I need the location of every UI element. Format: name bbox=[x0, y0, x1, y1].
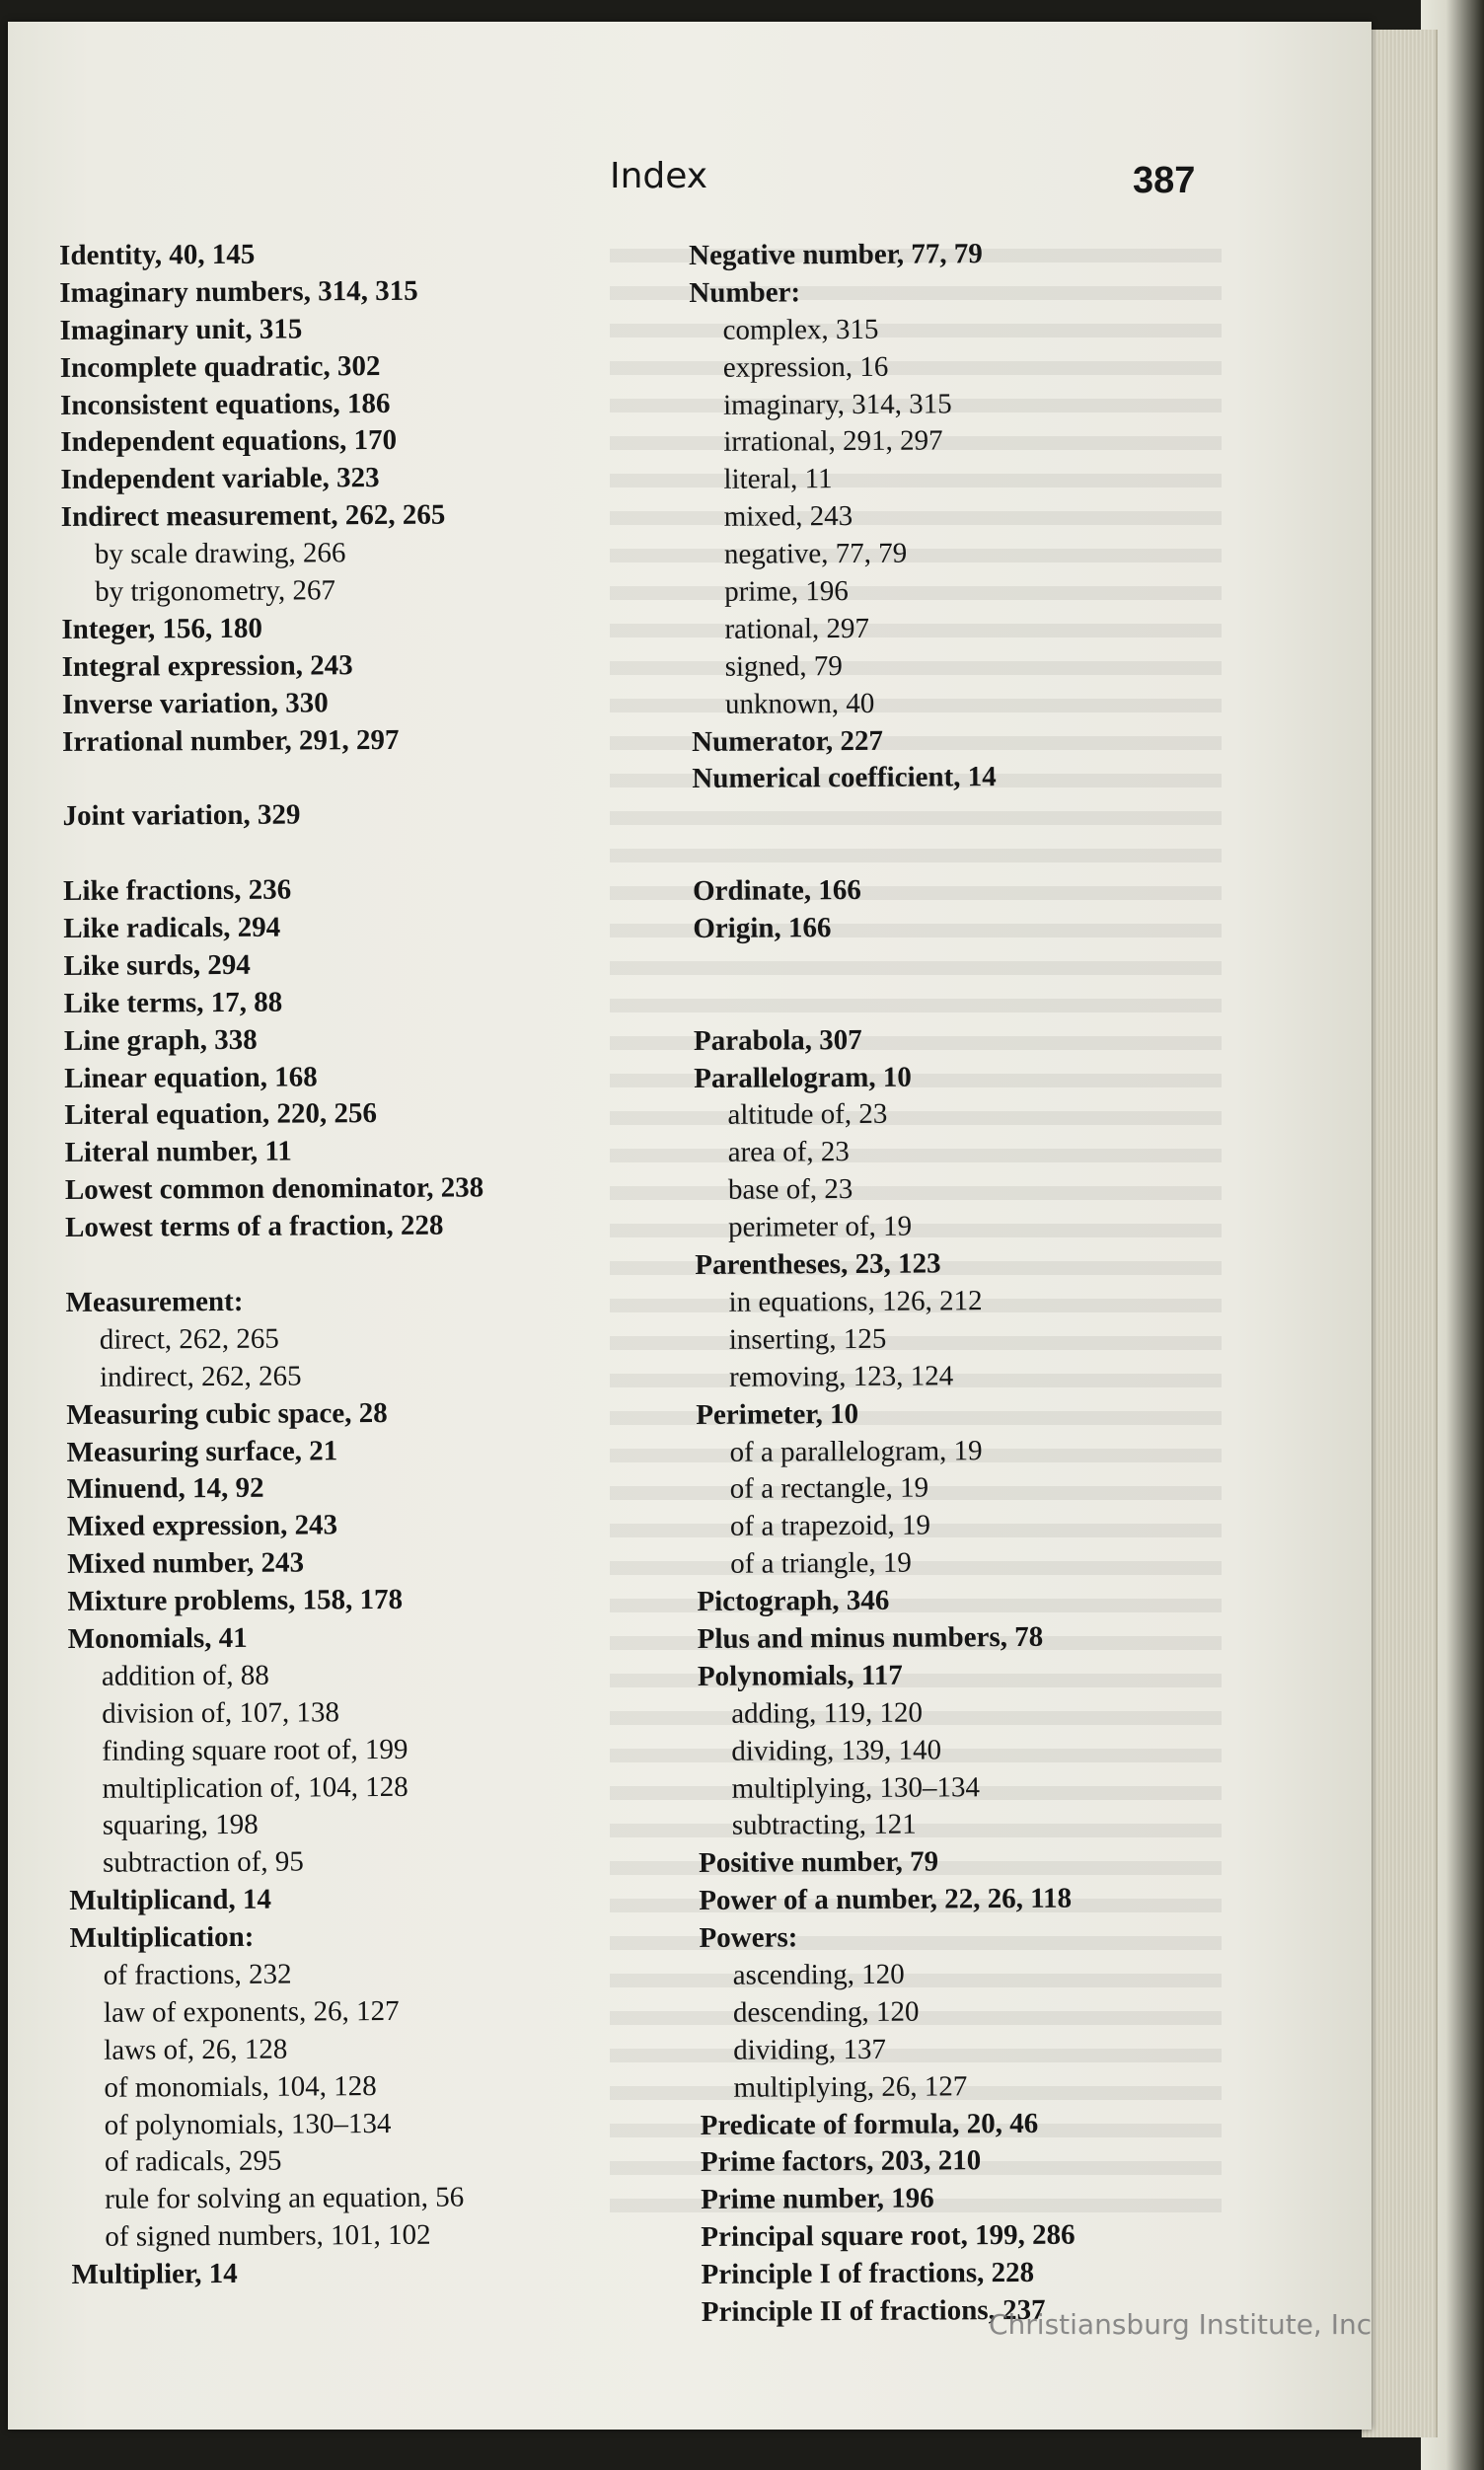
index-subentry: irrational, 291, 297 bbox=[723, 424, 943, 459]
index-entry: Irrational number, 291, 297 bbox=[62, 723, 400, 758]
index-entry: Imaginary unit, 315 bbox=[59, 313, 303, 346]
index-subentry: rational, 297 bbox=[724, 612, 870, 645]
index-entry: Multiplication: bbox=[69, 1920, 255, 1955]
index-subentry: ascending, 120 bbox=[732, 1958, 905, 1991]
index-entry: Literal equation, 220, 256 bbox=[64, 1097, 378, 1132]
index-entry: Identity, 40, 145 bbox=[59, 238, 256, 271]
index-entry: Integral expression, 243 bbox=[61, 648, 353, 683]
index-entry: Measuring cubic space, 28 bbox=[66, 1396, 388, 1431]
index-subentry: mixed, 243 bbox=[723, 500, 853, 534]
index-entry: Number: bbox=[689, 276, 801, 309]
index-subentry: multiplication of, 104, 128 bbox=[102, 1770, 408, 1805]
index-entry: Pictograph, 346 bbox=[697, 1584, 890, 1618]
index-column-right bbox=[689, 236, 1076, 2332]
index-subentry: negative, 77, 79 bbox=[723, 537, 908, 570]
index-subentry: prime, 196 bbox=[724, 575, 849, 608]
index-entry: Parentheses, 23, 123 bbox=[695, 1247, 941, 1282]
index-subentry: literal, 11 bbox=[723, 463, 833, 496]
index-subentry: base of, 23 bbox=[727, 1173, 853, 1207]
index-subentry: of a trapezoid, 19 bbox=[729, 1509, 930, 1543]
index-subentry: division of, 107, 138 bbox=[102, 1696, 340, 1730]
index-entry: Linear equation, 168 bbox=[64, 1061, 318, 1094]
index-entry: Minuend, 14, 92 bbox=[66, 1472, 264, 1506]
index-entry: Numerator, 227 bbox=[692, 724, 884, 758]
index-entry: Predicate of formula, 20, 46 bbox=[700, 2107, 1039, 2141]
index-subentry: perimeter of, 19 bbox=[728, 1210, 913, 1243]
index-spacer bbox=[694, 983, 1068, 1022]
index-entry: Line graph, 338 bbox=[63, 1023, 258, 1057]
index-entry: Principle I of fractions, 228 bbox=[701, 2256, 1035, 2291]
index-subentry: of a triangle, 19 bbox=[730, 1546, 912, 1580]
index-subentry: addition of, 88 bbox=[101, 1659, 269, 1692]
index-subentry: subtraction of, 95 bbox=[102, 1845, 304, 1880]
index-subentry: multiplying, 130–134 bbox=[731, 1770, 981, 1805]
index-entry: Independent equations, 170 bbox=[60, 424, 398, 459]
index-entry: Independent variable, 323 bbox=[60, 462, 380, 496]
index-spacer bbox=[693, 834, 1067, 873]
index-entry: Measuring surface, 21 bbox=[66, 1434, 338, 1468]
index-subentry: rule for solving an equation, 56 bbox=[105, 2181, 465, 2216]
index-entry: Measurement: bbox=[65, 1285, 244, 1318]
index-subentry: dividing, 137 bbox=[733, 2033, 886, 2066]
index-subentry: of radicals, 295 bbox=[104, 2145, 282, 2179]
index-spacer bbox=[692, 796, 1066, 836]
watermark: Christiansburg Institute, Inc bbox=[989, 2308, 1373, 2341]
index-subentry: altitude of, 23 bbox=[727, 1098, 888, 1132]
index-subentry: adding, 119, 120 bbox=[731, 1696, 924, 1730]
index-entry: Principle II of fractions, 237 bbox=[701, 2293, 1046, 2328]
index-entry: Multiplicand, 14 bbox=[69, 1883, 272, 1917]
index-subentry: squaring, 198 bbox=[102, 1809, 259, 1842]
index-entry: Prime factors, 203, 210 bbox=[700, 2144, 982, 2179]
index-subentry: laws of, 26, 128 bbox=[104, 2033, 288, 2066]
index-subentry: area of, 23 bbox=[727, 1136, 850, 1169]
index-subentry: of monomials, 104, 128 bbox=[104, 2069, 377, 2104]
index-entry: Prime number, 196 bbox=[701, 2182, 934, 2216]
index-entry: Joint variation, 329 bbox=[62, 798, 301, 833]
index-subentry: direct, 262, 265 bbox=[99, 1322, 279, 1356]
index-subentry: signed, 79 bbox=[724, 649, 843, 683]
index-entry: Inconsistent equations, 186 bbox=[59, 387, 391, 421]
index-subentry: subtracting, 121 bbox=[731, 1809, 917, 1842]
index-entry: Imaginary numbers, 314, 315 bbox=[59, 274, 418, 309]
running-head-title: Index bbox=[610, 156, 708, 196]
index-subentry: imaginary, 314, 315 bbox=[722, 387, 952, 421]
index-entry: Like fractions, 236 bbox=[62, 873, 292, 908]
book-page-edges bbox=[1362, 30, 1438, 2437]
index-subentry: of polynomials, 130–134 bbox=[104, 2107, 392, 2141]
index-entry: Literal number, 11 bbox=[64, 1135, 292, 1169]
index-entry: Indirect measurement, 262, 265 bbox=[60, 498, 446, 534]
index-entry: Positive number, 79 bbox=[698, 1845, 939, 1880]
index-spacer bbox=[693, 946, 1067, 986]
index-spacer bbox=[62, 759, 481, 798]
index-subentry: of a parallelogram, 19 bbox=[729, 1434, 983, 1468]
index-subentry: by trigonometry, 267 bbox=[95, 574, 336, 608]
index-entry: Integer, 156, 180 bbox=[61, 612, 263, 645]
index-subentry: expression, 16 bbox=[722, 350, 889, 384]
index-subentry: finding square root of, 199 bbox=[102, 1733, 408, 1767]
index-subentry: unknown, 40 bbox=[724, 687, 875, 720]
index-subentry: in equations, 126, 212 bbox=[728, 1285, 983, 1318]
index-subentry: law of exponents, 26, 127 bbox=[103, 1994, 400, 2029]
index-subentry: descending, 120 bbox=[732, 1995, 920, 2029]
index-entry: Polynomials, 117 bbox=[697, 1659, 903, 1692]
index-spacer bbox=[63, 834, 482, 873]
index-entry: Lowest common denominator, 238 bbox=[64, 1171, 484, 1207]
index-entry: Perimeter, 10 bbox=[696, 1397, 859, 1431]
index-entry: Parabola, 307 bbox=[693, 1023, 862, 1057]
index-column-left bbox=[59, 235, 490, 2294]
index-entry: Plus and minus numbers, 78 bbox=[697, 1620, 1044, 1655]
page-number: 387 bbox=[1133, 160, 1196, 201]
index-entry: Lowest terms of a fraction, 228 bbox=[65, 1209, 444, 1244]
index-entry: Mixed number, 243 bbox=[67, 1546, 305, 1581]
index-entry: Inverse variation, 330 bbox=[61, 687, 329, 720]
index-subentry: of signed numbers, 101, 102 bbox=[105, 2218, 431, 2253]
index-spacer bbox=[65, 1244, 483, 1284]
index-subentry: dividing, 139, 140 bbox=[731, 1734, 942, 1767]
index-entry: Origin, 166 bbox=[693, 912, 832, 945]
index-entry: Incomplete quadratic, 302 bbox=[59, 349, 381, 384]
index-entry: Mixed expression, 243 bbox=[66, 1509, 338, 1543]
index-entry: Numerical coefficient, 14 bbox=[692, 761, 997, 795]
index-entry: Negative number, 77, 79 bbox=[689, 238, 983, 271]
index-entry: Like surds, 294 bbox=[63, 948, 251, 982]
index-subentry: complex, 315 bbox=[722, 313, 879, 346]
index-entry: Ordinate, 166 bbox=[692, 874, 861, 908]
index-entry: Powers: bbox=[699, 1921, 798, 1955]
index-subentry: inserting, 125 bbox=[728, 1322, 887, 1356]
index-entry: Power of a number, 22, 26, 118 bbox=[699, 1882, 1073, 1917]
index-entry: Mixture problems, 158, 178 bbox=[67, 1583, 404, 1618]
index-entry: Parallelogram, 10 bbox=[694, 1061, 912, 1094]
index-subentry: of a rectangle, 19 bbox=[729, 1471, 929, 1506]
index-entry: Principal square root, 199, 286 bbox=[701, 2218, 1076, 2254]
index-subentry: by scale drawing, 266 bbox=[94, 537, 346, 570]
index-entry: Like terms, 17, 88 bbox=[63, 986, 283, 1019]
index-entry: Multiplier, 14 bbox=[71, 2258, 238, 2291]
index-subentry: multiplying, 26, 127 bbox=[733, 2069, 968, 2104]
index-subentry: removing, 123, 124 bbox=[728, 1360, 954, 1393]
index-subentry: of fractions, 232 bbox=[103, 1958, 292, 1991]
index-entry: Like radicals, 294 bbox=[63, 911, 281, 945]
index-entry: Monomials, 41 bbox=[67, 1621, 248, 1655]
index-subentry: indirect, 262, 265 bbox=[99, 1360, 302, 1393]
